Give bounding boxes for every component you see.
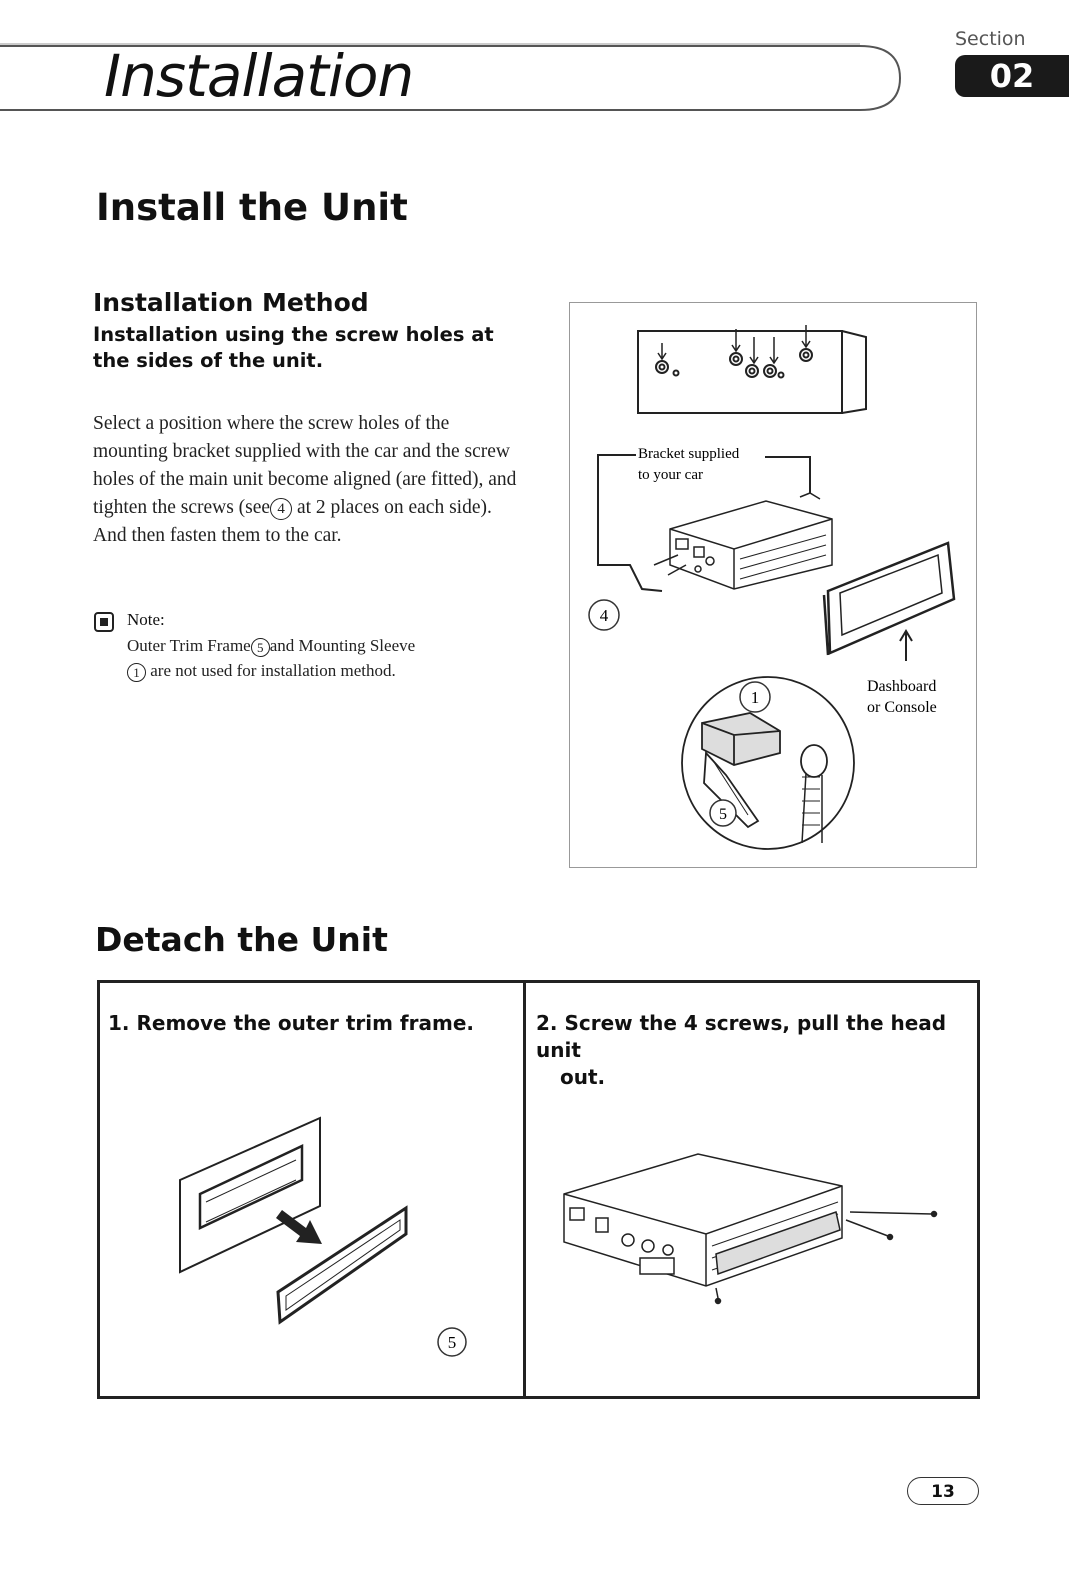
callout-5: 5 [719,806,727,823]
trim-frame-ref: 5 [251,638,270,657]
bracket-plate-illustration [638,325,866,413]
instructions-text-1: Select a position where the screw holes of the mounting bracket supplied with the car and the screw holes of the main unit become aligned (are fitted), and tighten the screws (see [93,413,517,518]
page-number: 13 [907,1477,979,1505]
installation-diagram [570,303,978,869]
instructions-text-2: at 2 places on each side). And then fasten them to the car. [93,497,492,546]
note-text [127,633,457,683]
install-heading: Install the Unit [96,186,408,229]
installation-figure [569,302,977,868]
mounting-sleeve-ref: 1 [127,663,146,682]
section-label: Section [955,28,1026,50]
detach-heading: Detach the Unit [95,920,388,959]
method-subheading: Installation using the screw holes at the sides of the unit. [93,323,494,372]
note-icon [94,612,114,632]
remove-trim-frame-illustration [170,1110,490,1370]
dashboard-frame-illustration [824,543,954,655]
page-title: Installation [104,42,414,110]
step-2-line1: 2. Screw the 4 screws, pull the head unit [536,1011,947,1062]
callout-4: 4 [599,606,609,625]
pull-head-unit-illustration [556,1146,956,1316]
detach-table-divider [523,980,526,1399]
method-instructions [93,410,523,550]
method-heading: Installation Method [93,288,369,317]
note-text-2: and Mounting Sleeve [269,636,416,655]
bracket-label-line2: to your car [638,467,703,483]
note-label: Note: [127,610,165,629]
callout-1: 1 [750,688,760,707]
section-number-badge: 02 [955,55,1069,97]
head-unit-illustration [654,493,832,589]
note-text-3: are not used for installation method. [150,661,396,680]
dashboard-label-line1: Dashboard [867,678,937,695]
step-2-line2: out. [560,1065,606,1089]
note-text-1: Outer Trim Frame [127,636,251,655]
step-1-text: 1. Remove the outer trim frame. [108,1011,474,1035]
step1-callout: 5 [447,1333,457,1352]
screw-callout-ref: 4 [270,498,292,520]
dashboard-label-line2: or Console [867,699,937,716]
bracket-label-line1: Bracket supplied [638,446,740,462]
step-2-text [536,1010,966,1091]
